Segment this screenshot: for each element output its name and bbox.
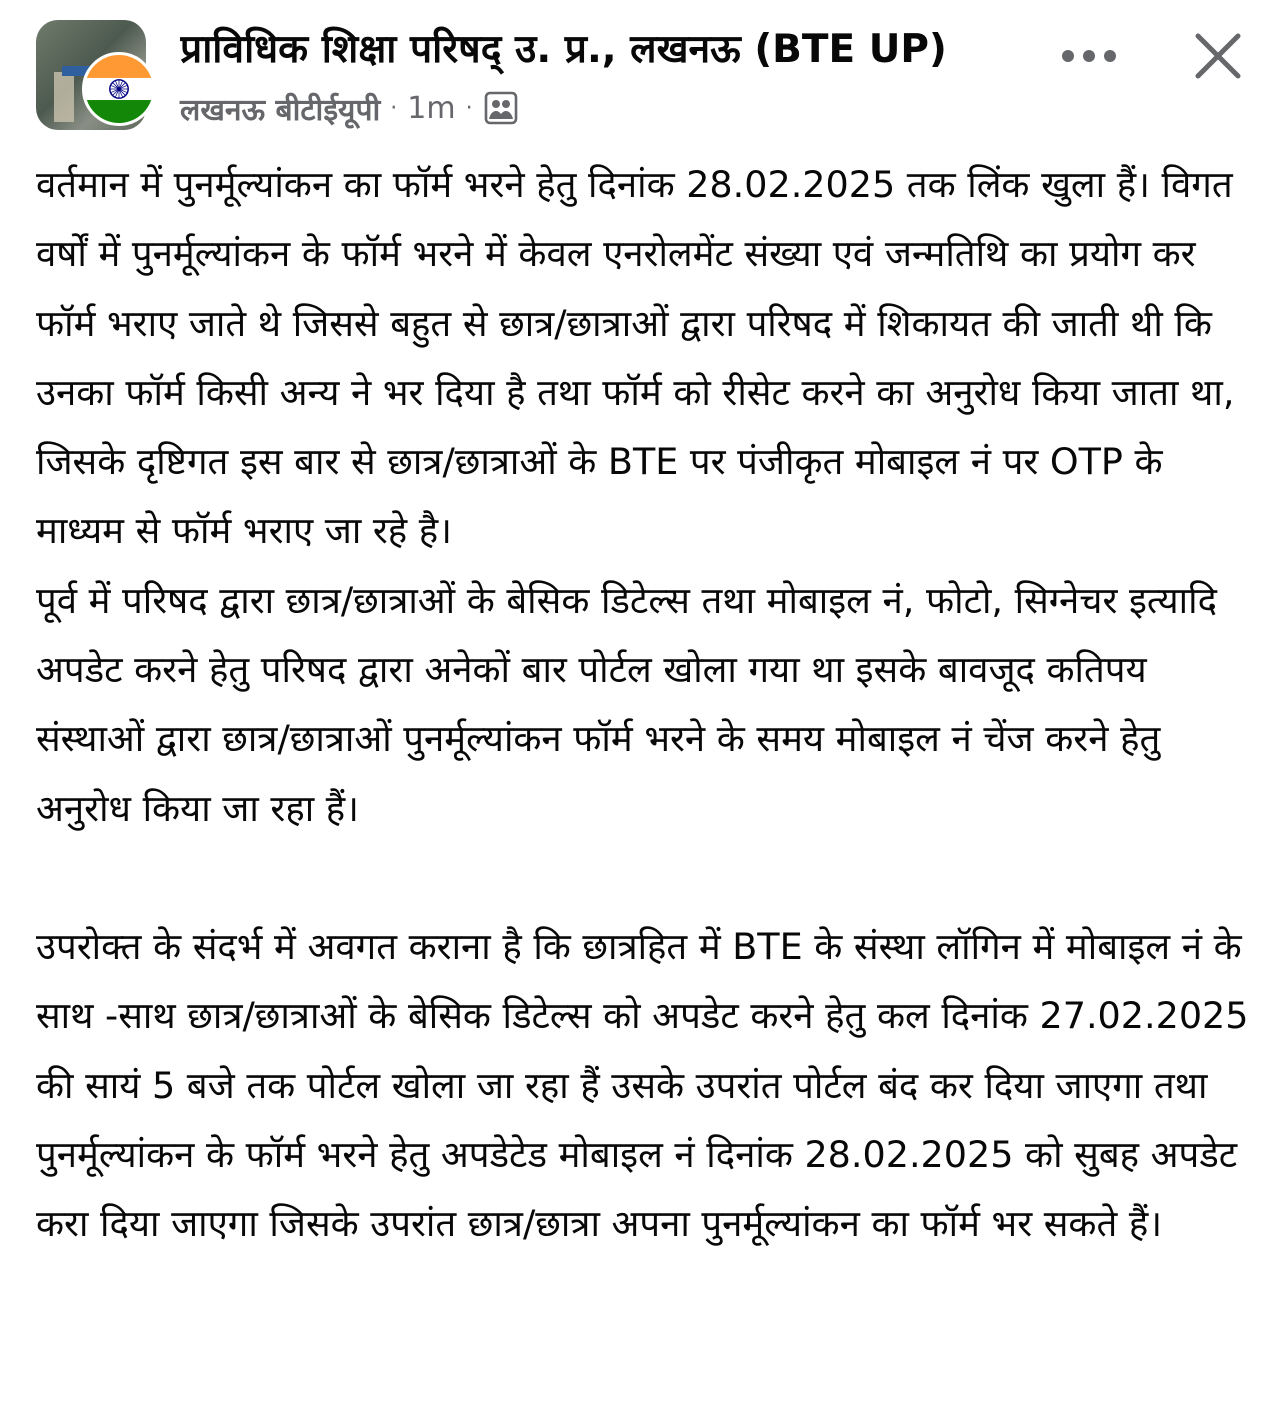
author-name[interactable]: लखनऊ बीटीईयूपी (180, 92, 381, 128)
group-audience-icon (483, 90, 519, 126)
page-name[interactable]: प्राविधिक शिक्षा परिषद् उ. प्र., लखनऊ (BTE UP) (180, 27, 947, 72)
paragraph-spacer (36, 843, 1256, 912)
more-dot-icon (1062, 50, 1074, 62)
post-paragraph: वर्तमान में पुनर्मूल्यांकन का फॉर्म भरने हेतु दिनांक 28.02.2025 तक लिंक खुला हैं। विगत वर्षों में पुनर्मूल्यांकन के फॉर्म भरने में केवल एनरोलमेंट संख्या एवं जन्मतिथि का प्रयोग कर फॉर्म भराए जाते थे जिससे बहुत से छात्र/छात्राओं द्वारा परिषद में शिकायत की जाती थी कि उनका फॉर्म किसी अन्य ने भर दिया है तथा फॉर्म को रीसेट करने का अनुरोध किया जाता था, जिसके दृष्टिगत इस बार से छात्र/छात्राओं के BTE पर पंजीकृत मोबाइल नं पर OTP के माध्यम से फॉर्म भराए जा रहे है। (36, 163, 1235, 553)
post-paragraph: उपरोक्त के संदर्भ में अवगत कराना है कि छात्रहित में BTE के संस्था लॉगिन में मोबाइल नं के साथ -साथ छात्र/छात्राओं के बेसिक डिटेल्स को अपडेट करने हेतु कल दिनांक 27.02.2025 की सायं 5 बजे तक पोर्टल खोला जा रहा हैं उसके उपरांत पोर्टल बंद कर दिया जाएगा तथा पुनर्मूल्यांकन के फॉर्म भरने हेतु अपडेटेड मोबाइल नं दिनांक 28.02.2025 को सुबह अपडेट करा दिया जाएगा जिसके उपरांत छात्र/छात्रा अपना पुनर्मूल्यांकन का फॉर्म भर सकते हैं। (36, 924, 1249, 1246)
more-dot-icon (1104, 50, 1116, 62)
post-body (36, 150, 1256, 1258)
india-flag-graphic (85, 55, 153, 123)
post-time[interactable]: 1m (407, 90, 456, 126)
avatar-photo-detail (54, 72, 74, 122)
more-options-button[interactable] (1054, 30, 1124, 82)
post-paragraph: पूर्व में परिषद द्वारा छात्र/छात्राओं के बेसिक डिटेल्स तथा मोबाइल नं, फोटो, सिग्नेचर इत्यादि अपडेट करने हेतु परिषद द्वारा अनेकों बार पोर्टल खोला गया था इसके बावजूद कतिपय संस्थाओं द्वारा छात्र/छात्राओं पुनर्मूल्यांकन फॉर्म भरने के समय मोबाइल नं चेंज करने हेतु अनुरोध किया जा रहा हैं। (36, 578, 1217, 830)
india-flag-icon (82, 52, 156, 126)
close-button[interactable] (1192, 30, 1244, 82)
post-meta (180, 86, 519, 130)
meta-separator-2: · (465, 95, 473, 121)
post-header (0, 0, 1284, 140)
meta-separator: · (390, 95, 398, 121)
more-dot-icon (1083, 50, 1095, 62)
close-icon (1192, 30, 1244, 82)
